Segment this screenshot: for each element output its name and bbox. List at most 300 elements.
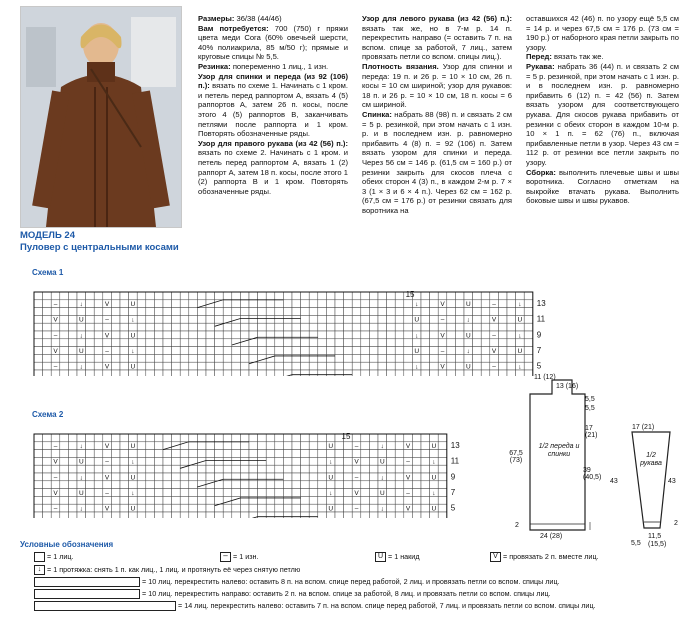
chart-cell <box>395 489 404 497</box>
chart-cell <box>421 434 430 442</box>
body-height-inner: 39 (40,5) <box>583 467 602 481</box>
text-column-1 <box>198 14 348 196</box>
chart-cell <box>206 370 215 376</box>
chart-cell <box>43 308 52 316</box>
chart-cell <box>86 450 95 458</box>
chart-cell <box>129 323 138 331</box>
chart-cell <box>120 489 129 497</box>
chart-cell <box>34 457 43 465</box>
stitch-symbol: V <box>354 489 359 497</box>
chart-cell <box>34 323 43 331</box>
chart-cell <box>421 481 430 489</box>
chart-cell <box>68 489 77 497</box>
chart-cell <box>120 504 129 512</box>
chart-cell <box>352 339 361 347</box>
chart-cell <box>154 315 163 323</box>
chart-cell <box>275 370 284 376</box>
chart-cell <box>507 331 516 339</box>
chart-cell <box>68 496 77 504</box>
chart-cell <box>447 300 456 308</box>
chart-cell <box>232 465 241 473</box>
chart-cell <box>335 362 344 370</box>
back-label: Спинка: <box>362 109 392 119</box>
row-number: 11 <box>450 456 460 466</box>
chart-cell <box>189 496 198 504</box>
chart-cell <box>369 339 378 347</box>
chart-cell <box>524 300 533 308</box>
chart-cell <box>249 300 258 308</box>
chart-cell <box>249 434 258 442</box>
stitch-symbol: ↓ <box>466 316 470 324</box>
chart-cell <box>507 300 516 308</box>
chart-cell <box>68 481 77 489</box>
chart-cell <box>352 434 361 442</box>
chart-cell <box>369 315 378 323</box>
assembly-label: Сборка: <box>526 167 556 177</box>
chart-cell <box>154 331 163 339</box>
model-photo <box>20 6 182 228</box>
chart-cell <box>335 339 344 347</box>
chart-cell <box>481 347 490 355</box>
chart-cell <box>258 489 267 497</box>
chart-cell <box>129 308 138 316</box>
chart-cell <box>43 292 52 300</box>
chart-cell <box>94 323 103 331</box>
chart-cell <box>516 354 525 362</box>
chart-cell <box>301 323 310 331</box>
chart-cell <box>326 362 335 370</box>
chart-cell <box>206 323 215 331</box>
chart-cell <box>232 434 241 442</box>
chart-cell <box>111 323 120 331</box>
sleeve-value: набрать 36 (44) п. и связать 2 см = 5 р. резинкой, при этом начать с 1 изн. р. и в последнем изн. р. равномерно прибавить 6 (12) п. = 42 (56) п. Затем вязать узором для соответствующего рукава. Для скосов рукава прибавить от резинки с обеих сторон в каждом 10-м р. 10 × 1 п. = 62 (76) п., включая прибавленные петли в узор. Через 43 см = 112 р. от резинки все петли закрыть по узору. <box>526 61 679 167</box>
chart-cell <box>266 323 275 331</box>
chart-cell <box>275 434 284 442</box>
chart-cell <box>154 489 163 497</box>
chart-cell <box>137 331 146 339</box>
chart-cell <box>43 465 52 473</box>
chart-cell <box>344 300 353 308</box>
rib-label: Резинка: <box>198 61 231 71</box>
chart-cell <box>249 354 258 362</box>
chart-cell <box>154 442 163 450</box>
chart-cell <box>232 331 241 339</box>
row-number-top: 15 <box>405 290 415 299</box>
chart-cell <box>249 450 258 458</box>
chart-cell <box>395 300 404 308</box>
row-number: 13 <box>536 299 546 309</box>
chart-cell <box>318 489 327 497</box>
chart-cell <box>94 370 103 376</box>
chart-cell <box>215 434 224 442</box>
stitch-symbol: ↓ <box>380 443 384 451</box>
chart-cell <box>94 450 103 458</box>
chart-cell <box>326 347 335 355</box>
chart-cell <box>326 315 335 323</box>
chart-cell <box>490 292 499 300</box>
chart-cell <box>120 323 129 331</box>
chart-cell <box>223 512 232 518</box>
chart-cell <box>249 339 258 347</box>
chart-cell <box>438 512 447 518</box>
chart-cell <box>447 292 456 300</box>
chart-cell <box>326 300 335 308</box>
chart-cell <box>516 308 525 316</box>
chart-cell <box>404 323 413 331</box>
density-label: Плотность вязания. <box>362 61 439 71</box>
chart-cell <box>335 370 344 376</box>
chart-cell <box>137 442 146 450</box>
chart-cell <box>120 300 129 308</box>
stitch-symbol: V <box>440 332 445 340</box>
chart-cell <box>189 339 198 347</box>
chart-cell <box>283 323 292 331</box>
chart-cell <box>206 473 215 481</box>
yarnover-symbol-icon: U <box>375 552 386 562</box>
chart-cell <box>215 370 224 376</box>
chart-cell <box>421 504 430 512</box>
scheme1-grid <box>30 278 560 376</box>
chart-cell <box>352 347 361 355</box>
chart-cell <box>172 315 181 323</box>
chart-cell <box>232 347 241 355</box>
chart-cell <box>146 465 155 473</box>
stitch-symbol: ↓ <box>131 316 135 324</box>
chart-cell <box>51 481 60 489</box>
chart-cell <box>215 347 224 355</box>
chart-cell <box>344 481 353 489</box>
chart-cell <box>249 442 258 450</box>
chart-cell <box>369 323 378 331</box>
chart-cell <box>197 331 206 339</box>
front-value: вязать так же. <box>554 52 604 62</box>
chart-cell <box>309 450 318 458</box>
chart-cell <box>94 473 103 481</box>
chart-cell <box>43 370 52 376</box>
chart-cell <box>473 292 482 300</box>
chart-cell <box>154 354 163 362</box>
chart-cell <box>180 473 189 481</box>
chart-cell <box>129 370 138 376</box>
chart-cell <box>481 300 490 308</box>
chart-cell <box>395 473 404 481</box>
chart-cell <box>43 496 52 504</box>
chart-cell <box>301 442 310 450</box>
chart-cell <box>189 292 198 300</box>
chart-cell <box>266 450 275 458</box>
chart-cell <box>60 315 69 323</box>
chart-cell <box>473 339 482 347</box>
pat2-value: вязать по схеме 2. Начинать с 1 кром. и петель перед раппортом А, вязать 1 (2) раппорт А, затем 18 п. косы, после этого 1 (2) раппорта В и 1 кром. Повторять обозначенные ряды. <box>198 148 348 196</box>
chart-cell <box>412 434 421 442</box>
chart-cell <box>378 496 387 504</box>
cable-right-10-icon <box>34 589 140 599</box>
chart-cell <box>490 370 499 376</box>
chart-cell <box>361 354 370 362</box>
chart-cell <box>266 512 275 518</box>
chart-cell <box>137 473 146 481</box>
chart-cell <box>146 362 155 370</box>
chart-cell <box>404 331 413 339</box>
chart-cell <box>94 496 103 504</box>
chart-cell <box>197 354 206 362</box>
chart-cell <box>111 504 120 512</box>
chart-cell <box>103 292 112 300</box>
chart-cell <box>524 315 533 323</box>
chart-cell <box>120 481 129 489</box>
chart-cell <box>412 308 421 316</box>
chart-cell <box>172 473 181 481</box>
chart-cell <box>60 308 69 316</box>
chart-cell <box>120 473 129 481</box>
chart-cell <box>77 370 86 376</box>
chart-cell <box>326 465 335 473</box>
chart-cell <box>275 465 284 473</box>
stitch-symbol: U <box>414 316 420 324</box>
chart-cell <box>481 362 490 370</box>
chart-cell <box>326 308 335 316</box>
stitch-symbol: – <box>440 347 445 355</box>
chart-cell <box>232 512 241 518</box>
chart-cell <box>387 354 396 362</box>
pat1-value: вязать по схеме 1. Начинать с 1 кром. и петель перед раппортом А, вязать 4 (5) раппортов А, затем 26 п. косы, после этого 4 (5) раппортов В, заканчивать петлями после раппорта и 1 кром. Повторять обозначенные ряды. <box>198 81 348 139</box>
chart-cell <box>111 362 120 370</box>
chart-cell <box>129 450 138 458</box>
chart-cell <box>240 362 249 370</box>
sizes-value: 36/38 (44/46) <box>236 14 282 23</box>
chart-cell <box>223 465 232 473</box>
chart-cell <box>266 370 275 376</box>
chart-cell <box>498 308 507 316</box>
chart-cell <box>352 323 361 331</box>
chart-cell <box>94 308 103 316</box>
chart-cell <box>60 450 69 458</box>
chart-cell <box>137 465 146 473</box>
stitch-symbol: ↓ <box>131 347 135 355</box>
chart-cell <box>438 292 447 300</box>
legend-cable-left-10: = 10 лиц. перекрестить налево: оставить 8 п. на вспом. спице перед работой, 2 лиц. и провязать петли со вспом. спицы лиц. <box>142 577 560 586</box>
chart-cell <box>275 315 284 323</box>
body-bottom-width: 24 (28) <box>540 533 563 540</box>
chart-cell <box>223 504 232 512</box>
stitch-symbol: ↓ <box>415 363 419 371</box>
chart-cell <box>275 300 284 308</box>
chart-cell <box>361 362 370 370</box>
row-number: 7 <box>450 487 456 497</box>
chart-cell <box>189 512 198 518</box>
chart-cell <box>137 347 146 355</box>
chart-cell <box>309 465 318 473</box>
chart-cell <box>146 457 155 465</box>
stitch-symbol: – <box>105 316 109 324</box>
chart-cell <box>404 465 413 473</box>
chart-cell <box>421 323 430 331</box>
chart-cell <box>86 481 95 489</box>
chart-cell <box>103 496 112 504</box>
chart-cell <box>266 465 275 473</box>
chart-cell <box>154 465 163 473</box>
chart-cell <box>404 512 413 518</box>
chart-cell <box>120 347 129 355</box>
stitch-symbol: – <box>53 363 58 371</box>
chart-cell <box>455 354 464 362</box>
chart-cell <box>421 450 430 458</box>
chart-cell <box>421 308 430 316</box>
chart-cell <box>473 308 482 316</box>
body-height-full: 67,5 (73) <box>509 450 523 464</box>
chart-cell <box>352 331 361 339</box>
chart-cell <box>455 308 464 316</box>
chart-cell <box>120 442 129 450</box>
chart-cell <box>395 450 404 458</box>
chart-cell <box>60 300 69 308</box>
chart-cell <box>146 323 155 331</box>
stitch-symbol: ↓ <box>518 301 522 309</box>
chart-cell <box>369 504 378 512</box>
chart-cell <box>481 292 490 300</box>
chart-cell <box>180 504 189 512</box>
chart-cell <box>473 354 482 362</box>
chart-cell <box>68 434 77 442</box>
chart-cell <box>473 347 482 355</box>
chart-cell <box>318 315 327 323</box>
chart-cell <box>361 292 370 300</box>
body-top-width2: 13 (16) <box>556 383 579 390</box>
chart-cell <box>404 434 413 442</box>
chart-cell <box>215 354 224 362</box>
chart-cell <box>524 354 533 362</box>
chart-cell <box>240 504 249 512</box>
stitch-symbol: ↓ <box>79 332 83 340</box>
chart-cell <box>215 362 224 370</box>
chart-cell <box>421 331 430 339</box>
stitch-symbol: V <box>104 443 110 451</box>
chart-cell <box>34 489 43 497</box>
stitch-symbol: U <box>130 332 136 340</box>
chart-cell <box>481 323 490 331</box>
chart-cell <box>498 292 507 300</box>
stitch-symbol: U <box>130 363 136 371</box>
chart-cell <box>275 347 284 355</box>
chart-cell <box>412 473 421 481</box>
chart-cell <box>86 308 95 316</box>
chart-cell <box>94 465 103 473</box>
chart-cell <box>43 512 52 518</box>
chart-cell <box>154 481 163 489</box>
chart-cell <box>180 512 189 518</box>
chart-cell <box>258 347 267 355</box>
chart-cell <box>68 347 77 355</box>
chart-cell <box>215 308 224 316</box>
chart-cell <box>223 300 232 308</box>
chart-cell <box>137 496 146 504</box>
chart-cell <box>111 457 120 465</box>
chart-cell <box>68 442 77 450</box>
chart-cell <box>120 354 129 362</box>
chart-cell <box>473 362 482 370</box>
chart-cell <box>473 300 482 308</box>
chart-cell <box>387 496 396 504</box>
chart-cell <box>309 512 318 518</box>
chart-cell <box>309 339 318 347</box>
chart-cell <box>387 362 396 370</box>
chart-cell <box>111 512 120 518</box>
chart-cell <box>369 308 378 316</box>
chart-cell <box>266 442 275 450</box>
chart-cell <box>369 489 378 497</box>
stitch-symbol: ↓ <box>415 301 419 309</box>
chart-cell <box>266 457 275 465</box>
cable-left-14-icon <box>34 601 176 611</box>
chart-cell <box>498 323 507 331</box>
chart-cell <box>86 512 95 518</box>
chart-cell <box>77 496 86 504</box>
chart-cell <box>34 442 43 450</box>
chart-cell <box>111 450 120 458</box>
chart-cell <box>223 442 232 450</box>
chart-cell <box>86 331 95 339</box>
chart-cell <box>172 457 181 465</box>
chart-cell <box>43 504 52 512</box>
chart-cell <box>464 370 473 376</box>
chart-cell <box>430 323 439 331</box>
chart-cell <box>395 442 404 450</box>
chart-cell <box>438 339 447 347</box>
stitch-symbol: V <box>405 474 411 482</box>
chart-cell <box>473 370 482 376</box>
chart-cell <box>352 362 361 370</box>
chart-cell <box>129 465 138 473</box>
chart-cell <box>326 339 335 347</box>
chart-cell <box>215 339 224 347</box>
chart-cell <box>129 481 138 489</box>
stitch-symbol: V <box>104 363 110 371</box>
chart-cell <box>189 323 198 331</box>
knit-symbol-icon <box>34 552 45 562</box>
chart-cell <box>223 323 232 331</box>
chart-cell <box>524 331 533 339</box>
chart-cell <box>258 512 267 518</box>
chart-cell <box>154 512 163 518</box>
stitch-symbol: – <box>53 474 58 482</box>
chart-cell <box>369 481 378 489</box>
chart-cell <box>455 323 464 331</box>
chart-cell <box>43 473 52 481</box>
chart-cell <box>344 308 353 316</box>
chart-cell <box>335 442 344 450</box>
chart-cell <box>146 481 155 489</box>
chart-cell <box>369 354 378 362</box>
chart-cell <box>180 315 189 323</box>
chart-cell <box>146 347 155 355</box>
chart-cell <box>404 308 413 316</box>
chart-cell <box>421 442 430 450</box>
chart-cell <box>232 308 241 316</box>
chart-cell <box>197 315 206 323</box>
chart-cell <box>369 331 378 339</box>
text-column-3 <box>526 14 679 206</box>
chart-cell <box>163 450 172 458</box>
chart-cell <box>275 489 284 497</box>
chart-cell <box>172 339 181 347</box>
chart-cell <box>301 504 310 512</box>
chart-cell <box>455 370 464 376</box>
chart-cell <box>378 512 387 518</box>
chart-cell <box>421 315 430 323</box>
stitch-symbol: U <box>517 347 523 355</box>
slip-symbol-icon: ↓ <box>34 565 45 575</box>
chart-cell <box>223 489 232 497</box>
